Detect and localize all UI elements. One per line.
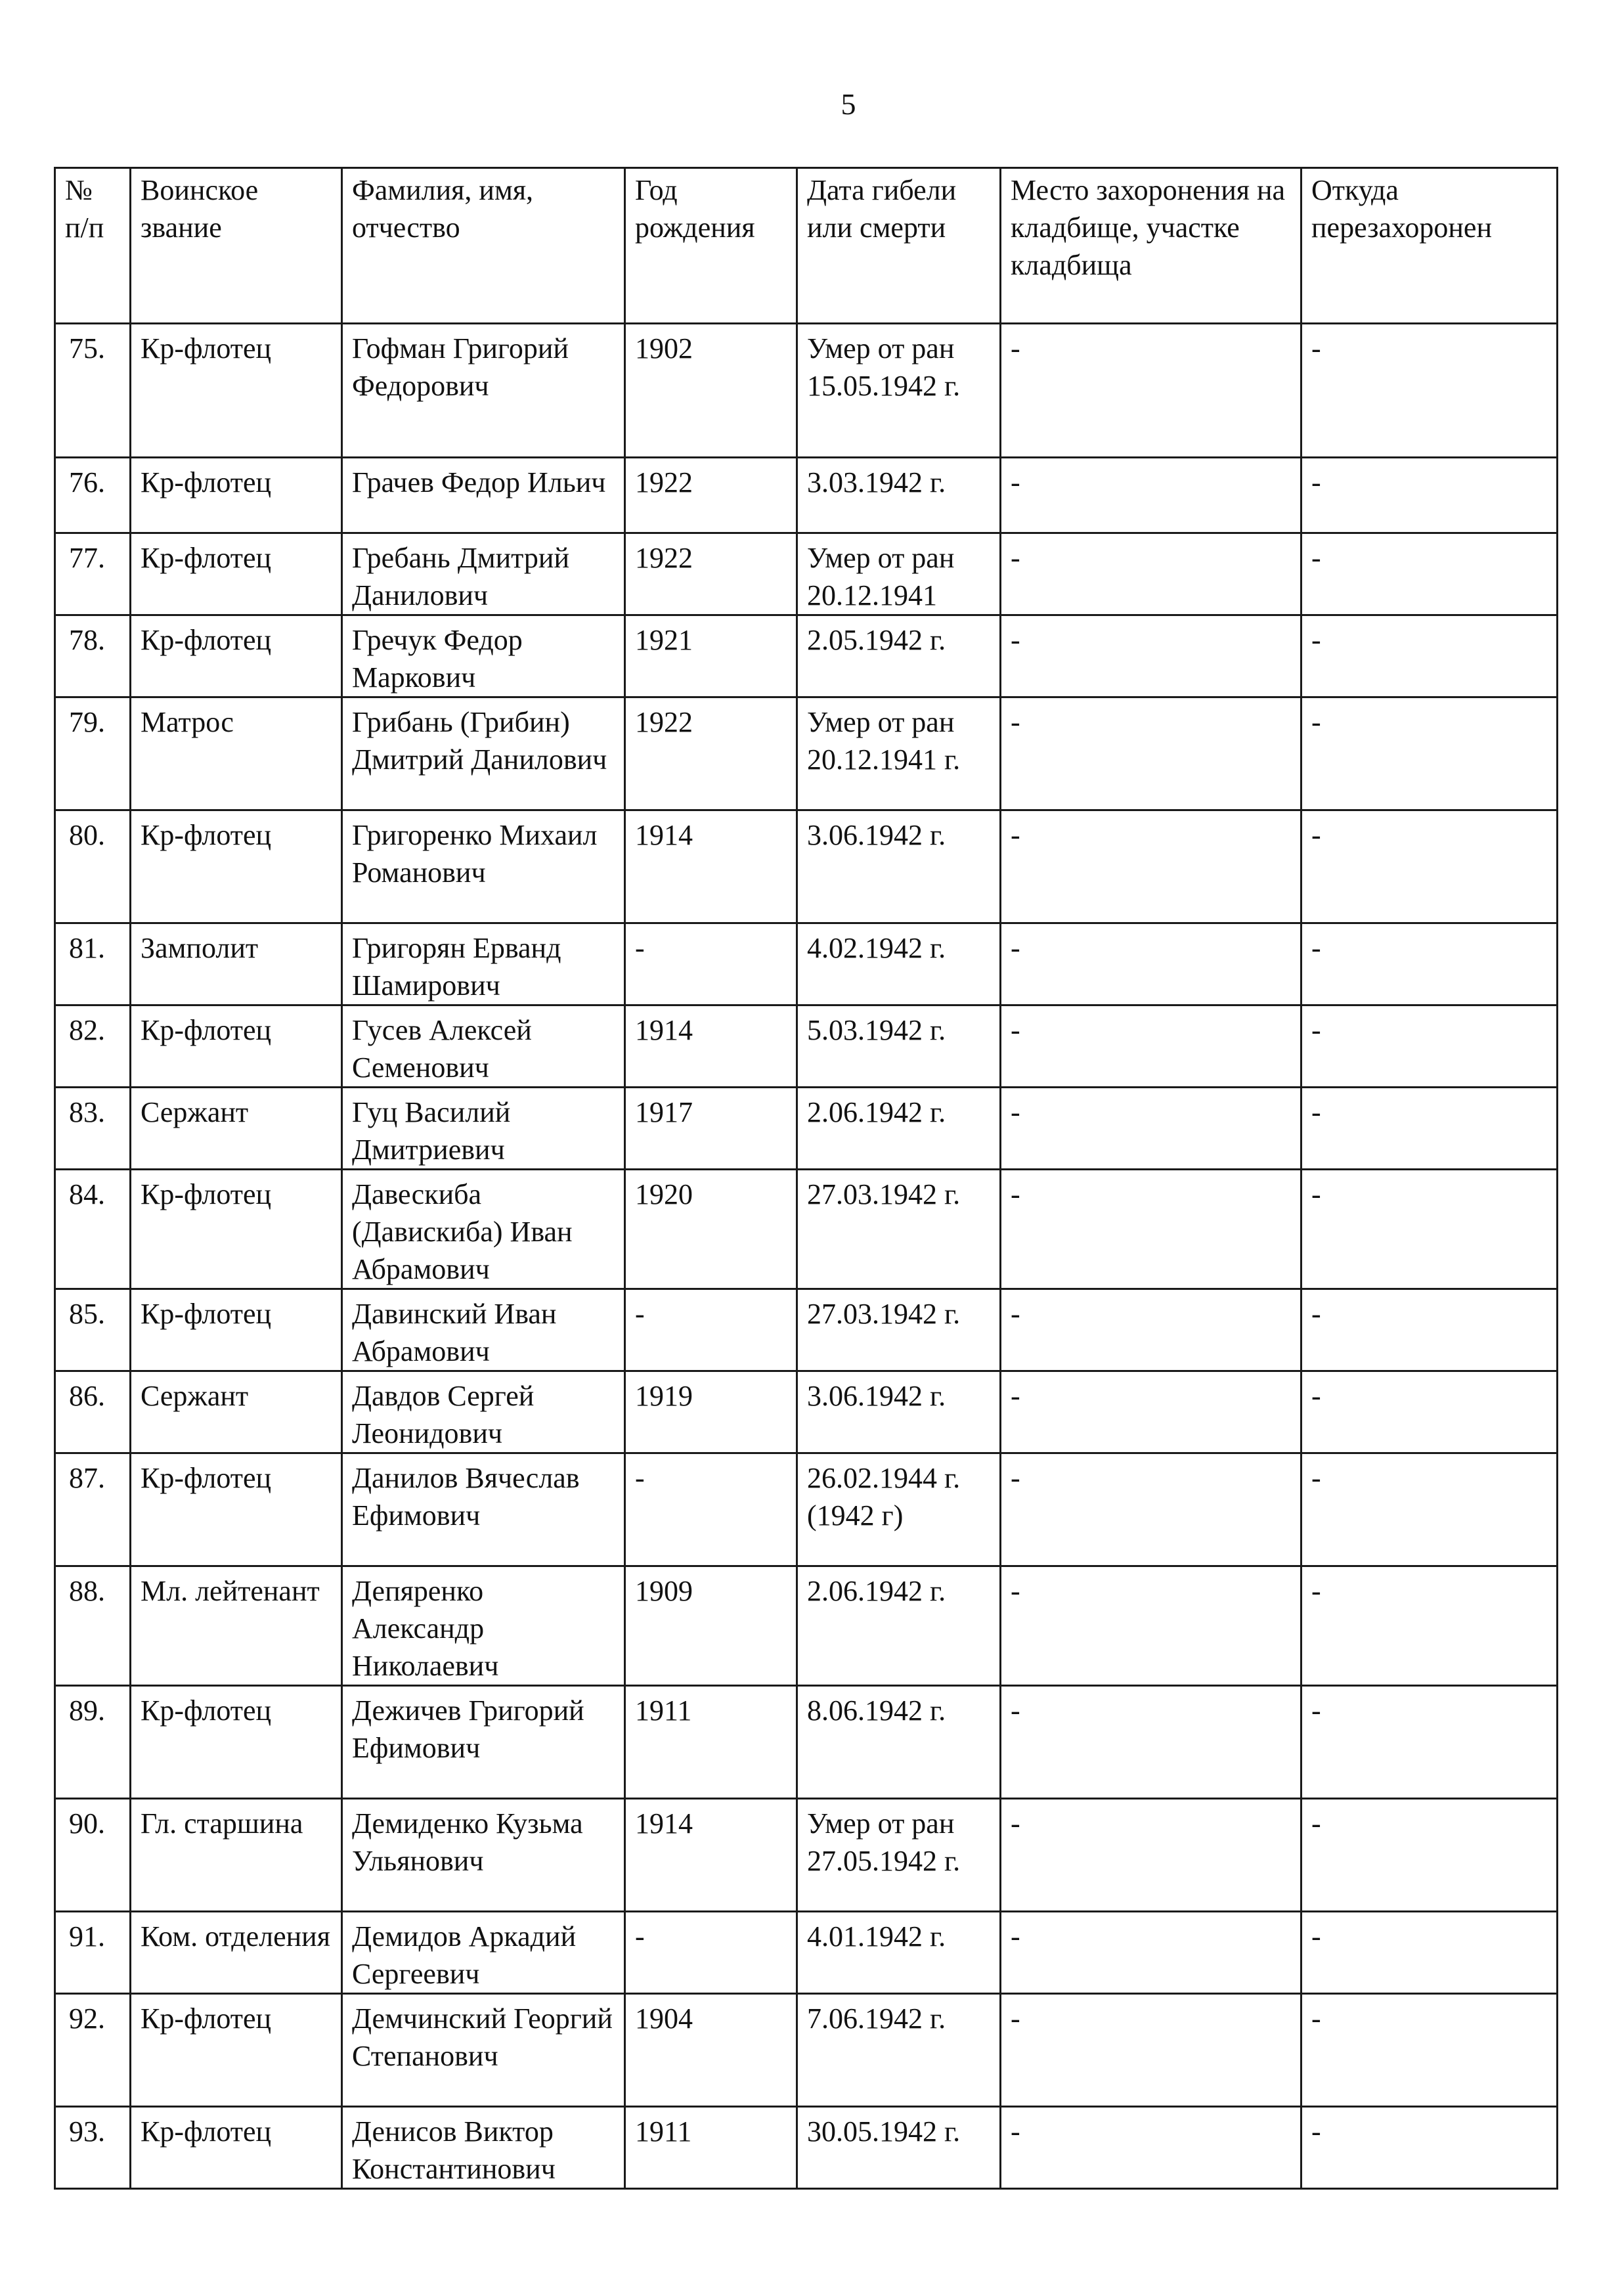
table-row [55,1170,1558,1289]
burial-place-cell: - [1001,923,1301,1005]
row-number-cell: 82. [55,1005,131,1088]
table-row [55,1005,1558,1088]
birth-year-cell: 1914 [625,1799,797,1912]
birth-year-cell: 1922 [625,458,797,533]
rank-cell: Кр-флотец [131,533,342,615]
birth-year-cell: 1914 [625,810,797,923]
row-number-cell: 89. [55,1686,131,1799]
row-number-cell: 87. [55,1453,131,1566]
table-row [55,1994,1558,2107]
birth-year-cell: 1902 [625,324,797,458]
table-row [55,324,1558,458]
burial-place-cell: - [1001,1371,1301,1453]
birth-year-cell: 1922 [625,697,797,810]
reburied-from-cell: - [1301,1686,1558,1799]
death-date-cell: 7.06.1942 г. [797,1994,1001,2107]
burial-place-cell: - [1001,458,1301,533]
header-burial-place: Место захоронения на кладбище, участке кладбища [1001,168,1301,324]
reburied-from-cell: - [1301,1799,1558,1912]
burial-place-cell: - [1001,1005,1301,1088]
death-date-cell: 2.06.1942 г. [797,1566,1001,1686]
death-date-cell: 3.06.1942 г. [797,1371,1001,1453]
reburied-from-cell: - [1301,1088,1558,1170]
rank-cell: Ком. отделения [131,1912,342,1994]
table-row [55,1566,1558,1686]
rank-cell: Кр-флотец [131,324,342,458]
birth-year-cell: - [625,1289,797,1371]
table-row [55,1799,1558,1912]
death-date-cell: 3.06.1942 г. [797,810,1001,923]
reburied-from-cell: - [1301,1994,1558,2107]
reburied-from-cell: - [1301,923,1558,1005]
table-row [55,923,1558,1005]
birth-year-cell: 1917 [625,1088,797,1170]
row-number-cell: 80. [55,810,131,923]
row-number-cell: 84. [55,1170,131,1289]
death-date-cell: 30.05.1942 г. [797,2107,1001,2189]
burial-place-cell: - [1001,1686,1301,1799]
rank-cell: Кр-флотец [131,1005,342,1088]
header-death-date: Дата гибели или смерти [797,168,1001,324]
reburied-from-cell: - [1301,697,1558,810]
rank-cell: Кр-флотец [131,615,342,697]
birth-year-cell: 1919 [625,1371,797,1453]
reburied-from-cell: - [1301,810,1558,923]
rank-cell: Мл. лейтенант [131,1566,342,1686]
row-number-cell: 83. [55,1088,131,1170]
rank-cell: Кр-флотец [131,2107,342,2189]
table-header [55,168,1558,324]
reburied-from-cell: - [1301,615,1558,697]
birth-year-cell: - [625,1912,797,1994]
rank-cell: Сержант [131,1088,342,1170]
death-date-cell: 26.02.1944 г.(1942 г) [797,1453,1001,1566]
row-number-cell: 76. [55,458,131,533]
burial-place-cell: - [1001,1994,1301,2107]
reburied-from-cell: - [1301,1566,1558,1686]
row-number-cell: 91. [55,1912,131,1994]
full-name-cell: Дежичев Григорий Ефимович [342,1686,625,1799]
burial-place-cell: - [1001,533,1301,615]
header-row [55,168,1558,324]
birth-year-cell: 1911 [625,2107,797,2189]
table-row [55,1371,1558,1453]
row-number-cell: 81. [55,923,131,1005]
full-name-cell: Гречук Федор Маркович [342,615,625,697]
table-row [55,1686,1558,1799]
birth-year-cell: 1921 [625,615,797,697]
death-date-cell: 27.03.1942 г. [797,1289,1001,1371]
reburied-from-cell: - [1301,1005,1558,1088]
reburied-from-cell: - [1301,324,1558,458]
table-row [55,1453,1558,1566]
birth-year-cell: 1914 [625,1005,797,1088]
burial-place-cell: - [1001,810,1301,923]
full-name-cell: Гуц Василий Дмитриевич [342,1088,625,1170]
reburied-from-cell: - [1301,1453,1558,1566]
rank-cell: Кр-флотец [131,1994,342,2107]
death-date-cell: Умер от ран 15.05.1942 г. [797,324,1001,458]
table-row [55,458,1558,533]
full-name-cell: Депяренко Александр Николаевич [342,1566,625,1686]
burial-place-cell: - [1001,1453,1301,1566]
birth-year-cell: 1920 [625,1170,797,1289]
burial-place-cell: - [1001,1289,1301,1371]
full-name-cell: Гусев Алексей Семенович [342,1005,625,1088]
row-number-cell: 78. [55,615,131,697]
table-row [55,615,1558,697]
burial-register-table [54,167,1558,2190]
full-name-cell: Давинский Иван Абрамович [342,1289,625,1371]
burial-place-cell: - [1001,324,1301,458]
death-date-cell: 3.03.1942 г. [797,458,1001,533]
rank-cell: Кр-флотец [131,1453,342,1566]
header-full-name: Фамилия, имя, отчество [342,168,625,324]
full-name-cell: Гофман Григорий Федорович [342,324,625,458]
page-number: 5 [841,87,856,121]
burial-place-cell: - [1001,1566,1301,1686]
row-number-cell: 75. [55,324,131,458]
rank-cell: Сержант [131,1371,342,1453]
reburied-from-cell: - [1301,1912,1558,1994]
header-birth-year: Год рождения [625,168,797,324]
rank-cell: Кр-флотец [131,458,342,533]
death-date-cell: 5.03.1942 г. [797,1005,1001,1088]
table-row [55,1289,1558,1371]
full-name-cell: Григоренко Михаил Романович [342,810,625,923]
reburied-from-cell: - [1301,1170,1558,1289]
row-number-cell: 77. [55,533,131,615]
birth-year-cell: 1904 [625,1994,797,2107]
full-name-cell: Грибань (Грибин) Дмитрий Данилович [342,697,625,810]
rank-cell: Гл. старшина [131,1799,342,1912]
birth-year-cell: 1909 [625,1566,797,1686]
full-name-cell: Давескиба (Давискиба) Иван Абрамович [342,1170,625,1289]
reburied-from-cell: - [1301,533,1558,615]
reburied-from-cell: - [1301,458,1558,533]
birth-year-cell: 1911 [625,1686,797,1799]
header-rank: Воинское звание [131,168,342,324]
birth-year-cell: - [625,1453,797,1566]
row-number-cell: 88. [55,1566,131,1686]
burial-place-cell: - [1001,697,1301,810]
death-date-cell: 2.06.1942 г. [797,1088,1001,1170]
birth-year-cell: 1922 [625,533,797,615]
death-date-cell: 4.01.1942 г. [797,1912,1001,1994]
death-date-cell: Умер от ран 27.05.1942 г. [797,1799,1001,1912]
table-row [55,2107,1558,2189]
reburied-from-cell: - [1301,1289,1558,1371]
death-date-cell: 8.06.1942 г. [797,1686,1001,1799]
full-name-cell: Гребань Дмитрий Данилович [342,533,625,615]
burial-place-cell: - [1001,1088,1301,1170]
death-date-cell: Умер от ран 20.12.1941 [797,533,1001,615]
burial-place-cell: - [1001,1170,1301,1289]
birth-year-cell: - [625,923,797,1005]
death-date-cell: 27.03.1942 г. [797,1170,1001,1289]
full-name-cell: Денисов Виктор Константинович [342,2107,625,2189]
full-name-cell: Давдов Сергей Леонидович [342,1371,625,1453]
full-name-cell: Демидов Аркадий Сергеевич [342,1912,625,1994]
burial-place-cell: - [1001,1799,1301,1912]
row-number-cell: 86. [55,1371,131,1453]
burial-place-cell: - [1001,615,1301,697]
table-row [55,533,1558,615]
header-number: № п/п [55,168,131,324]
full-name-cell: Данилов Вячеслав Ефимович [342,1453,625,1566]
rank-cell: Кр-флотец [131,1686,342,1799]
full-name-cell: Демчинский Георгий Степанович [342,1994,625,2107]
reburied-from-cell: - [1301,1371,1558,1453]
death-date-cell: 4.02.1942 г. [797,923,1001,1005]
table-row [55,1912,1558,1994]
table-body [55,324,1558,2189]
row-number-cell: 92. [55,1994,131,2107]
rank-cell: Кр-флотец [131,1170,342,1289]
rank-cell: Кр-флотец [131,810,342,923]
full-name-cell: Григорян Ерванд Шамирович [342,923,625,1005]
death-date-cell: 2.05.1942 г. [797,615,1001,697]
full-name-cell: Грачев Федор Ильич [342,458,625,533]
row-number-cell: 93. [55,2107,131,2189]
rank-cell: Кр-флотец [131,1289,342,1371]
table-row [55,697,1558,810]
burial-place-cell: - [1001,1912,1301,1994]
rank-cell: Матрос [131,697,342,810]
full-name-cell: Демиденко Кузьма Ульянович [342,1799,625,1912]
table-row [55,810,1558,923]
row-number-cell: 90. [55,1799,131,1912]
reburied-from-cell: - [1301,2107,1558,2189]
row-number-cell: 85. [55,1289,131,1371]
header-reburied-from: Откуда перезахоронен [1301,168,1558,324]
row-number-cell: 79. [55,697,131,810]
rank-cell: Замполит [131,923,342,1005]
table-row [55,1088,1558,1170]
death-date-cell: Умер от ран 20.12.1941 г. [797,697,1001,810]
burial-place-cell: - [1001,2107,1301,2189]
